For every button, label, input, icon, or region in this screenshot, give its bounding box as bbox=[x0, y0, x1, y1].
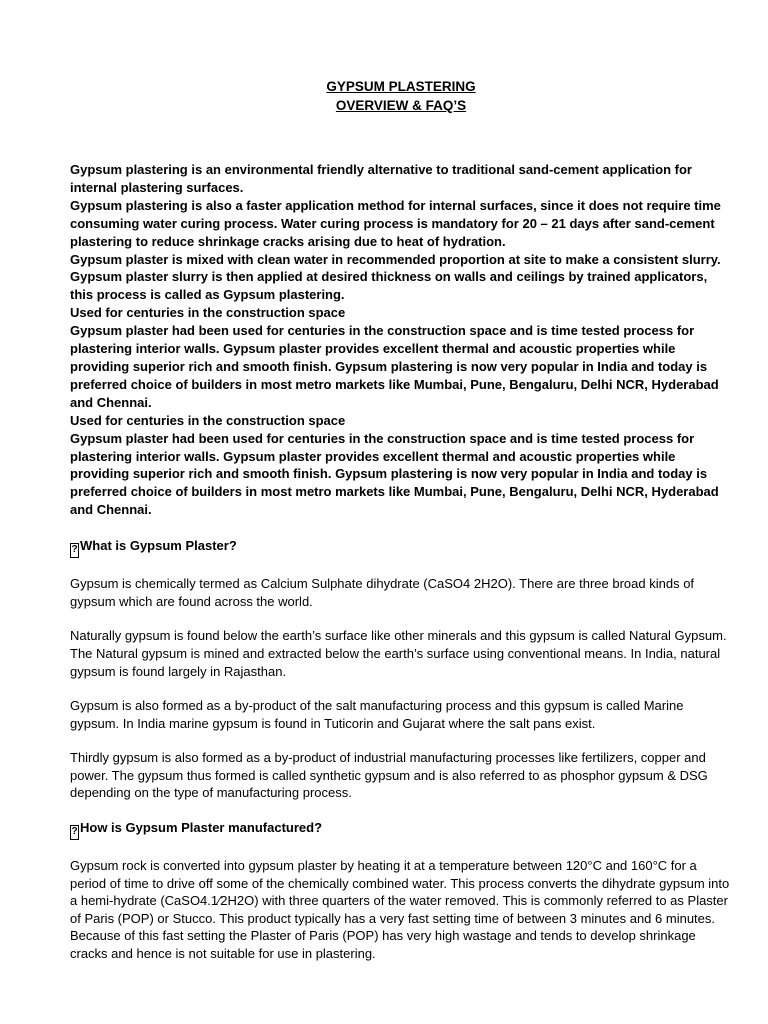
intro-paragraph: Gypsum plaster is mixed with clean water in recommended proportion at site to make a consistent slurry. Gypsum plaster slurry is then applied at desired thickness on walls and ceilings by trained applicators, this process is called as Gypsum plastering. bbox=[70, 251, 721, 303]
faq-paragraph: Gypsum is chemically termed as Calcium Sulphate dihydrate (CaSO4 2H2O). There are three broad kinds of gypsum which are found across the world. bbox=[70, 576, 695, 609]
intro-section bbox=[70, 161, 732, 519]
faq-paragraph: Gypsum rock is converted into gypsum plaster by heating it at a temperature between 120°C and 160°C for a period of time to drive off some of the chemically combined water. This process converts the dihydrate gypsum into a hemi-hydrate (CaSO4.1⁄2H2O) with three quarters of the water removed. This is commonly referred to as Plaster of Paris (POP) or Stucco. This product typically has a very fast setting time of between 3 minutes and 6 minutes. Because of this fast setting the Plaster of Paris (POP) has very high wastage and tends to develop shrinkage cracks and hence is not suitable for use in plastering. bbox=[70, 858, 730, 962]
intro-paragraph: Gypsum plastering is also a faster application method for internal surfaces, since it does not require time consuming water curing process. Water curing process is mandatory for 20 – 21 days after sand-cement plastering to reduce shrinkage cracks arising due to heat of hydration. bbox=[70, 197, 721, 249]
intro-paragraph: Gypsum plaster had been used for centuries in the construction space and is time tested process for plastering interior walls. Gypsum plaster provides excellent thermal and acoustic properties while providing superior rich and smooth finish. Gypsum plastering is now very popular in India and today is preferred choice of builders in most metro markets like Mumbai, Pune, Bengaluru, Delhi NCR, Hyderabad and Chennai. bbox=[70, 323, 719, 410]
faq-paragraph: Naturally gypsum is found below the earth’s surface like other minerals and this gypsum is called Natural Gypsum. The Natural gypsum is mined and extracted below the earth’s surface using conventional means. In India, natural gypsum is found largely in Rajasthan. bbox=[70, 628, 727, 679]
intro-subheading: Used for centuries in the construction space bbox=[70, 412, 346, 428]
intro-paragraph: Gypsum plaster had been used for centuries in the construction space and is time tested process for plastering interior walls. Gypsum plaster provides excellent thermal and acoustic properties while providing superior rich and smooth finish. Gypsum plastering is now very popular in India and today is preferred choice of builders in most metro markets like Mumbai, Pune, Bengaluru, Delhi NCR, Hyderabad and Chennai. bbox=[70, 430, 719, 518]
faq-paragraph: Thirdly gypsum is also formed as a by-product of industrial manufacturing processes like fertilizers, copper and power. The gypsum thus formed is called synthetic gypsum and is also referred to as phosphor gypsum & DSG depending on the type of manufacturing process. bbox=[70, 750, 708, 801]
faq-heading-text: How is Gypsum Plaster manufactured? bbox=[80, 820, 323, 836]
intro-subheading: Used for centuries in the construction space bbox=[70, 305, 346, 321]
document-subtitle: OVERVIEW & FAQ’S bbox=[335, 98, 467, 113]
document-page bbox=[70, 0, 732, 963]
faq-heading-manufacture bbox=[70, 819, 732, 840]
faq-heading-text: What is Gypsum Plaster? bbox=[80, 538, 237, 554]
question-box-icon: ? bbox=[70, 825, 79, 840]
faq-heading-what-is bbox=[70, 537, 732, 558]
faq-paragraph: Gypsum is also formed as a by-product of the salt manufacturing process and this gypsum is called Marine gypsum. In India marine gypsum is found in Tuticorin and Gujarat where the salt pans exist. bbox=[70, 698, 684, 731]
question-box-icon: ? bbox=[70, 543, 79, 558]
document-title: GYPSUM PLASTERING bbox=[326, 79, 476, 94]
intro-paragraph: Gypsum plastering is an environmental friendly alternative to traditional sand-cement application for internal plastering surfaces. bbox=[70, 162, 692, 195]
